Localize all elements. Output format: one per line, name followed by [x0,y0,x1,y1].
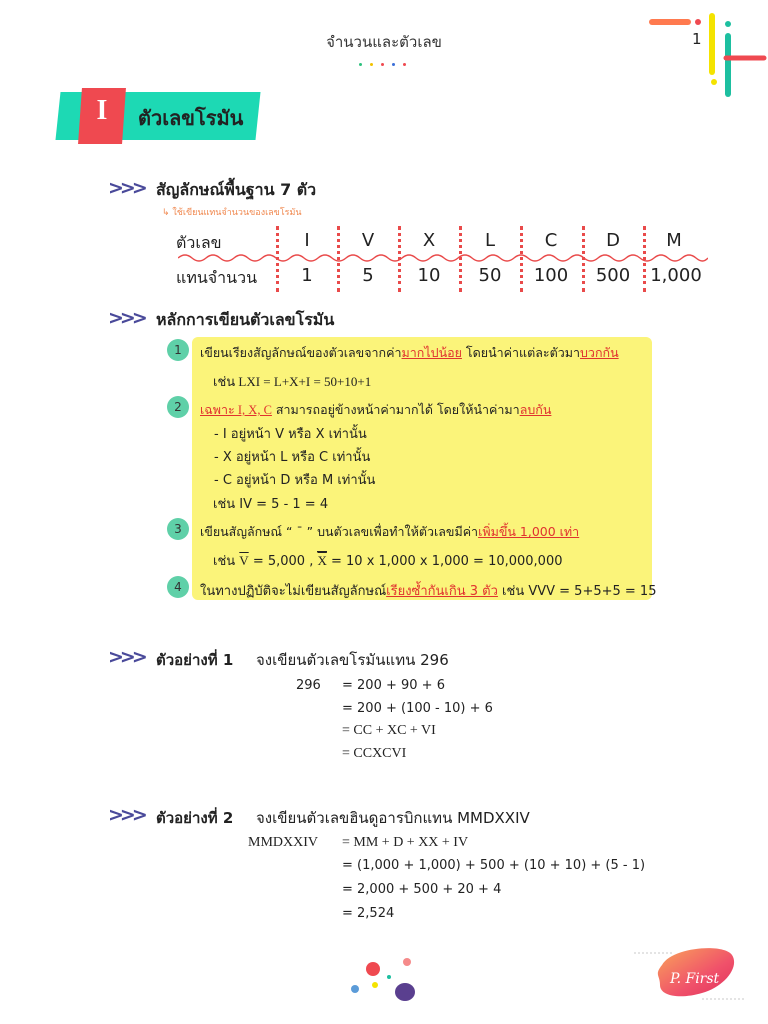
value-cell: 10 [417,265,441,286]
page-number: 1 [692,30,702,48]
value-cell: 1,000 [650,265,702,286]
rule-3-text [200,522,579,542]
rule-4-highlight: เรียงซ้ำกันเกิน 3 ตัว [386,584,498,599]
chevron-icon: >>> [108,804,144,826]
header-dots [355,51,410,70]
symbol-cell: M [666,230,682,251]
symbol-cell: C [544,230,558,251]
chevron-icon: >>> [108,177,144,199]
rule-3-part: เขียนสัญลักษณ์ “ ¯ ” บนตัวเลขเพื่อทำให้ตัวเลขมีค่า [200,524,479,539]
header-dot [381,63,384,66]
rule-badge-2: 2 [167,396,189,418]
symbol-cell: D [606,230,620,251]
example-1-step: = 200 + 90 + 6 [342,678,445,693]
value-cell: 500 [595,265,631,286]
rule-4-part: ในทางปฏิบัติจะไม่เขียนสัญลักษณ์ [200,584,387,599]
value-cell: 50 [478,265,502,286]
rule-4-part: เช่น VVV = 5+5+5 = 15 [497,584,657,599]
rule-3-ex-part: = 5,000 , [248,554,318,569]
example-1-step: = CC + XC + VI [342,723,436,738]
example-1-step: = CCXCVI [342,746,407,761]
row-label-numeral: ตัวเลข [176,233,222,252]
value-cell: 5 [362,265,374,286]
rule-4-text [200,580,656,601]
symbol-cell: I [304,230,310,251]
double-overlined-x: $\overline{X}$ [317,553,327,568]
rule-1-text [200,343,619,363]
example-2-question: จงเขียนตัวเลขฮินดูอารบิกแทน MMDXXIV [256,809,530,827]
rule-1-example: เช่น LXI = L+X+I = 50+10+1 [213,374,372,389]
chevron-icon: >>> [108,307,144,329]
footer-dots-decoration [345,955,425,1005]
overlined-v: $\overline{V}$ [239,553,249,568]
example-2-label: ตัวอย่างที่ 2 [156,809,234,827]
section-number: I [96,95,108,126]
rule-badge-1: 1 [167,339,189,361]
corner-decoration [640,10,768,100]
section-title: ตัวเลขโรมัน [138,106,244,130]
example-2-step: = 2,524 [342,906,395,921]
example-1-lhs: 296 [296,678,321,693]
basic-symbols-note: ↳ ใช้เขียนแทนจำนวนของเลขโรมัน [162,208,302,218]
rule-badge-3: 3 [167,518,189,540]
rule-2-example: เช่น IV = 5 - 1 = 4 [213,497,329,512]
rule-1-highlight: บวกกัน [579,345,619,360]
rule-1-part: โดยนำค่าแต่ละตัวมา [461,345,580,360]
rule-2-text [200,400,551,420]
rule-1-highlight: มากไปน้อย [401,345,462,360]
header-dot [392,63,395,66]
publisher-logo [632,945,748,1005]
value-cell: 1 [301,265,313,286]
chevron-icon: >>> [108,646,144,668]
example-1-question: จงเขียนตัวเลขโรมันแทน 296 [256,651,449,669]
example-2-step: = 2,000 + 500 + 20 + 4 [342,882,502,897]
example-2-step: = MM + D + XX + IV [342,835,469,850]
row-label-value: แทนจำนวน [176,268,258,287]
rule-2-line: - I อยู่หน้า V หรือ X เท่านั้น [214,427,367,442]
rule-2-line: - X อยู่หน้า L หรือ C เท่านั้น [214,450,371,465]
rule-2-highlight: เฉพาะ I, X, C [200,403,272,417]
header-dot [370,63,373,66]
rule-2-line: - C อยู่หน้า D หรือ M เท่านั้น [214,473,376,488]
example-1-step: = 200 + (100 - 10) + 6 [342,701,493,716]
basic-symbols-heading: สัญลักษณ์พื้นฐาน 7 ตัว [156,180,317,199]
rule-badge-4: 4 [167,576,189,598]
symbol-cell: L [484,230,496,251]
rule-1-part: เขียนเรียงสัญลักษณ์ของตัวเลขจากค่า [200,345,402,360]
symbol-cell: V [361,230,375,251]
page-header-title: จำนวนและตัวเลข [326,33,442,51]
header-dot [359,63,362,66]
rule-3-ex-part: เช่น [213,554,240,569]
rule-2-highlight: ลบกัน [519,402,552,417]
example-1-label: ตัวอย่างที่ 1 [156,651,234,669]
header-dot [403,63,406,66]
rule-3-highlight: เพิ่มขึ้น 1,000 เท่า [478,524,580,539]
table-wave-divider [178,251,708,265]
logo-text: P. First [670,971,720,987]
rule-3-example [213,550,563,571]
rule-3-ex-part: = 10 x 1,000 x 1,000 = 10,000,000 [326,554,563,569]
rule-2-part: สามารถอยู่ข้างหน้าค่ามากได้ โดยให้นำค่ามา [271,402,520,417]
rules-heading: หลักการเขียนตัวเลขโรมัน [156,310,335,329]
example-2-lhs: MMDXXIV [248,835,318,850]
value-cell: 100 [533,265,569,286]
example-2-step: = (1,000 + 1,000) + 500 + (10 + 10) + (5 - 1) [342,858,646,873]
symbol-cell: X [422,230,436,251]
